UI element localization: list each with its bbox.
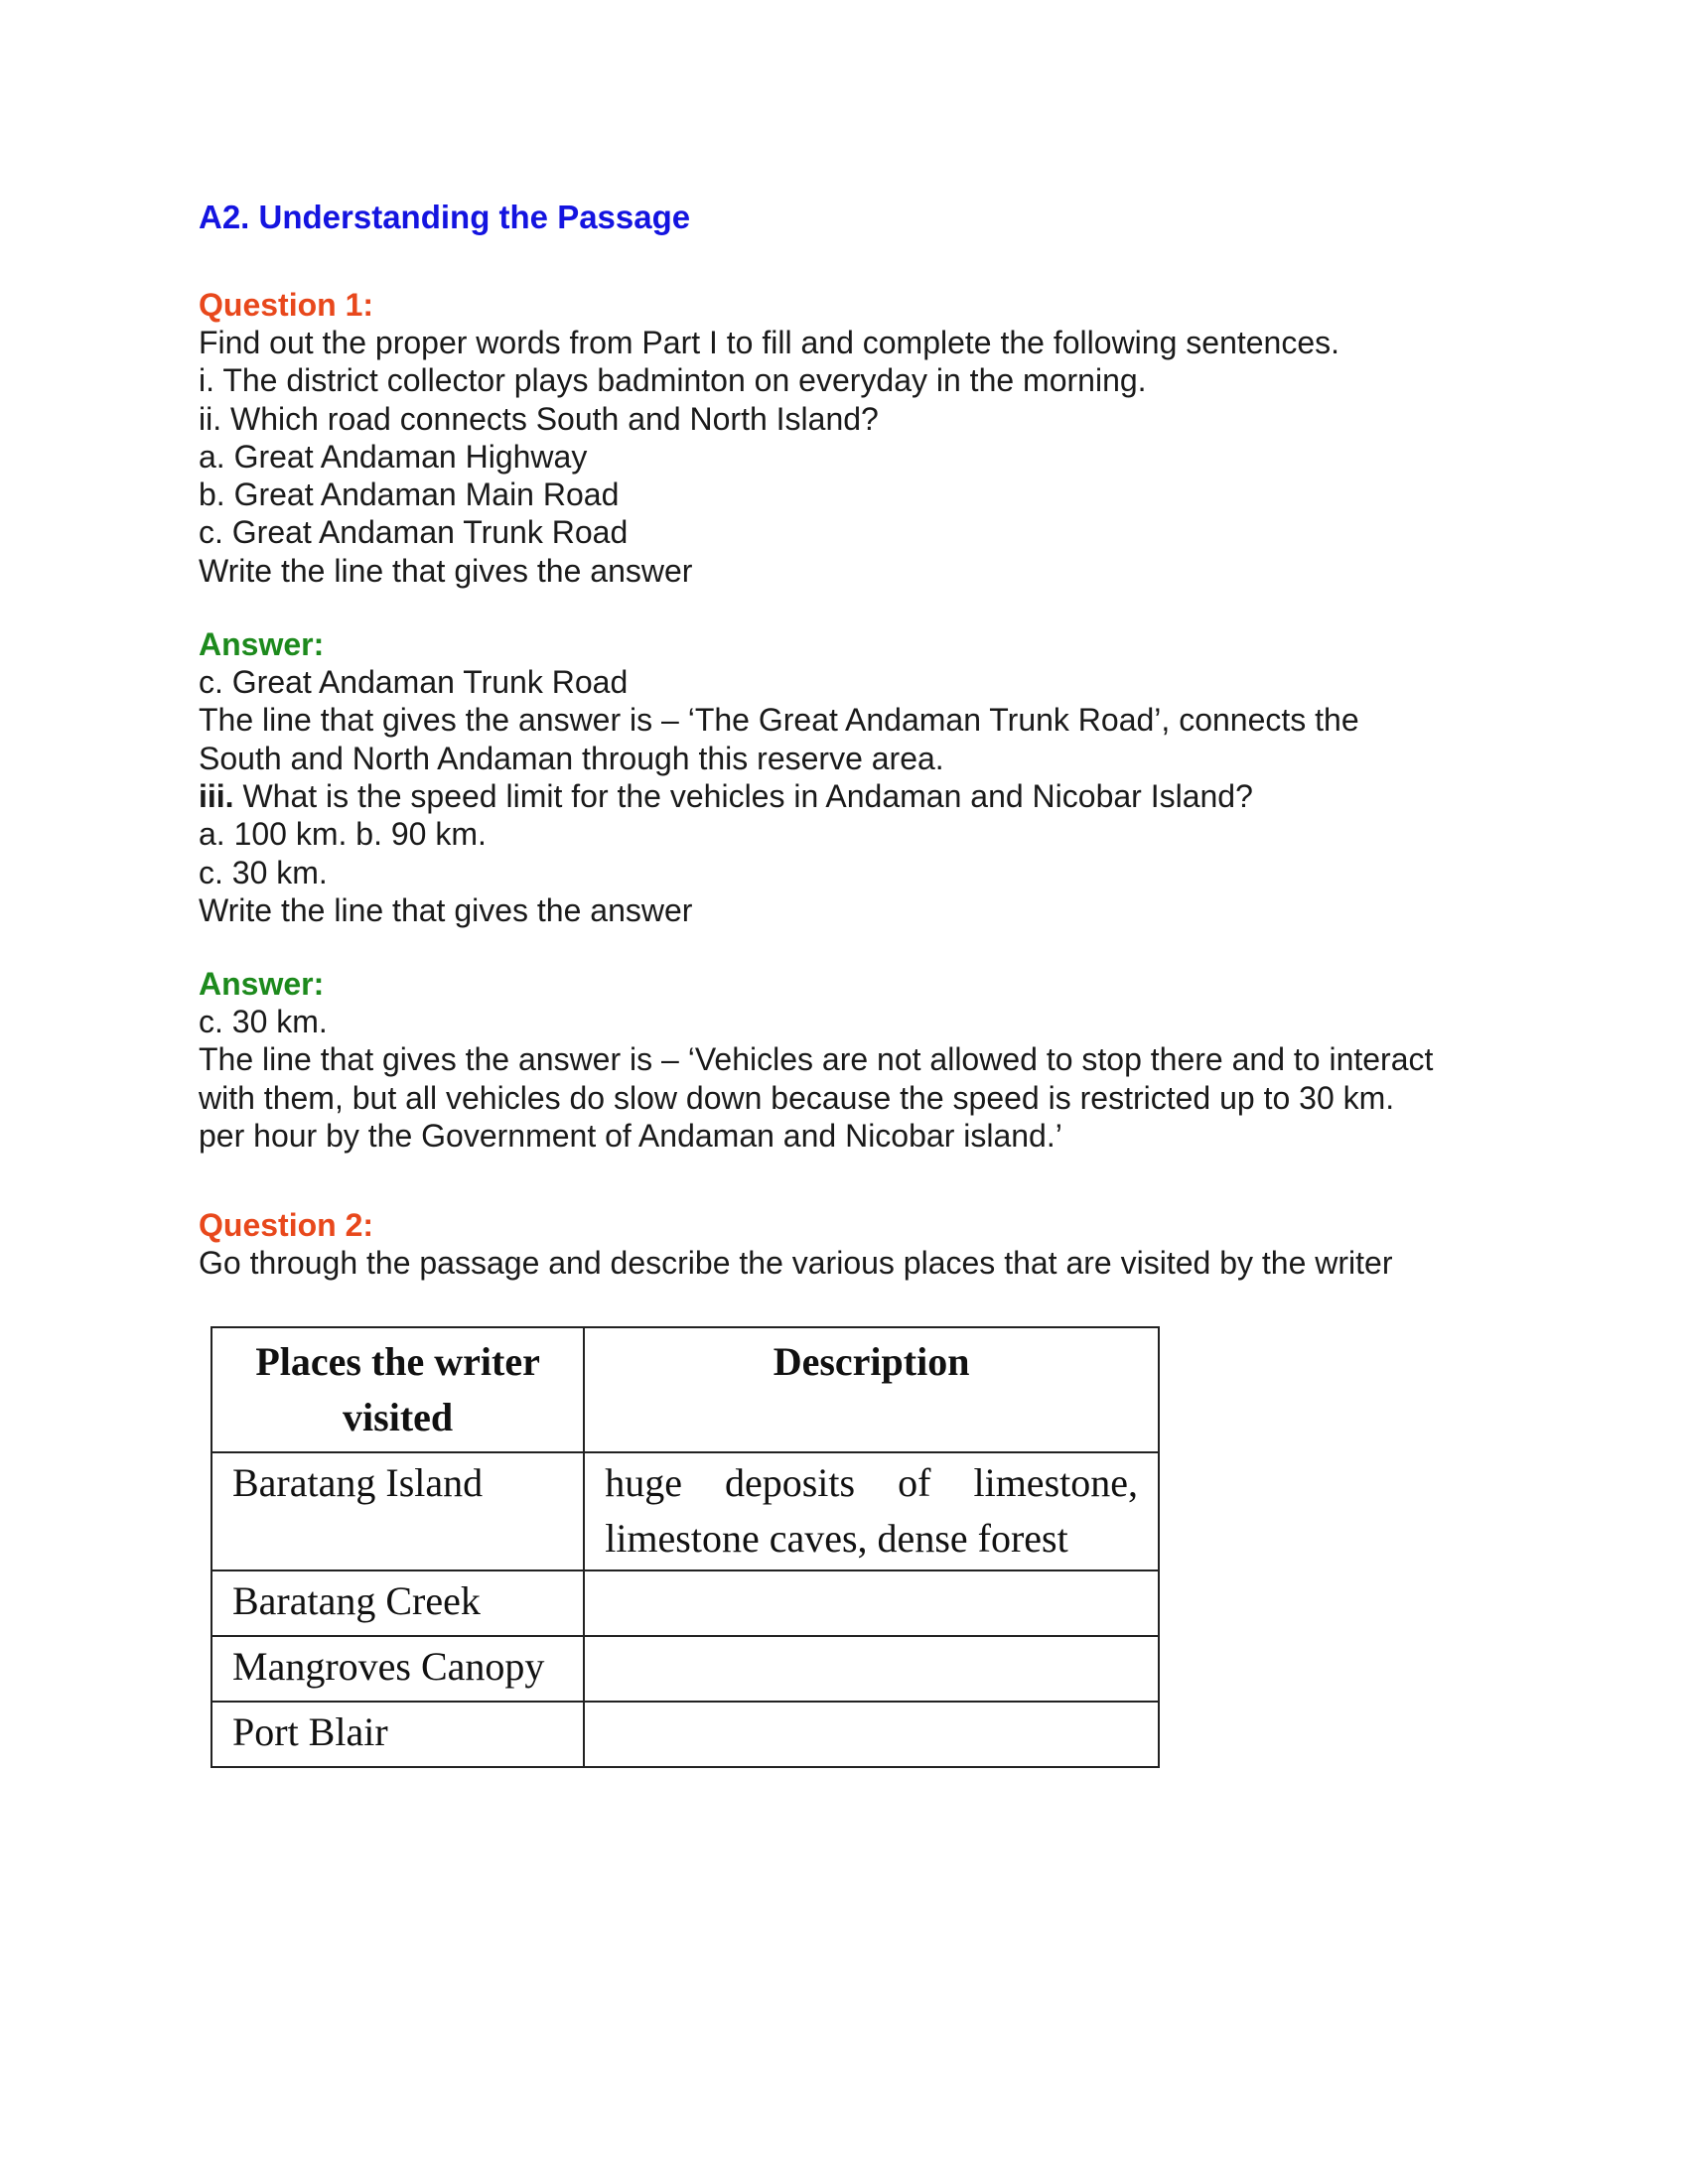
answer-line: South and North Andaman through this reserve area. (199, 740, 944, 776)
question-1-line: i. The district collector plays badminton on everyday in the morning. (199, 362, 1147, 399)
description-cell (584, 1570, 1159, 1636)
description-cell (584, 1702, 1159, 1767)
places-table-wrapper (211, 1326, 1160, 1768)
answer-line: c. Great Andaman Trunk Road (199, 664, 629, 701)
worksheet-page (199, 195, 1529, 1768)
table-row (211, 1636, 1159, 1702)
column-header-places: Places the writer visited (211, 1327, 584, 1452)
places-table (211, 1326, 1160, 1768)
description-cell (584, 1636, 1159, 1702)
question-1-heading: Question 1: (199, 287, 374, 323)
option-line: c. Great Andaman Trunk Road (199, 514, 629, 551)
part-3-text: What is the speed limit for the vehicles in Andaman and Nicobar Island? (233, 777, 1253, 814)
description-cell: huge deposits of limestone, limestone caves, dense forest (584, 1452, 1159, 1570)
question-1-part-3 (199, 777, 1529, 815)
place-cell: Mangroves Canopy (211, 1636, 584, 1702)
answer-heading: Answer: (199, 626, 325, 663)
answer-line: with them, but all vehicles do slow down because the speed is restricted up to 30 km. (199, 1079, 1395, 1116)
section-title: A2. Understanding the Passage (199, 199, 691, 235)
answer-line: The line that gives the answer is – ‘Vehicles are not allowed to stop there and to interact (199, 1041, 1434, 1078)
question-1-line: ii. Which road connects South and North Island? (199, 400, 879, 437)
place-cell: Port Blair (211, 1702, 584, 1767)
column-header-description: Description (584, 1327, 1159, 1452)
option-line: a. Great Andaman Highway (199, 438, 588, 475)
question-2-line: Go through the passage and describe the various places that are visited by the writer (199, 1245, 1393, 1282)
option-line: a. 100 km. b. 90 km. (199, 816, 487, 853)
table-header-row (211, 1327, 1159, 1452)
option-line: c. 30 km. (199, 854, 328, 890)
place-cell: Baratang Creek (211, 1570, 584, 1636)
answer-line: c. 30 km. (199, 1004, 328, 1040)
table-row (211, 1452, 1159, 1570)
instruction-line: Write the line that gives the answer (199, 891, 693, 928)
table-row (211, 1702, 1159, 1767)
table-row (211, 1570, 1159, 1636)
question-1-line: Find out the proper words from Part I to fill and complete the following sentences. (199, 325, 1340, 360)
question-2-heading: Question 2: (199, 1207, 374, 1244)
option-line: b. Great Andaman Main Road (199, 477, 620, 513)
answer-line: The line that gives the answer is – ‘The Great Andaman Trunk Road’, connects the (199, 702, 1359, 739)
answer-heading: Answer: (199, 966, 325, 1003)
answer-line: per hour by the Government of Andaman and Nicobar island.’ (199, 1118, 1062, 1155)
place-cell: Baratang Island (211, 1452, 584, 1570)
part-3-label: iii. (199, 777, 234, 814)
instruction-line: Write the line that gives the answer (199, 552, 693, 589)
